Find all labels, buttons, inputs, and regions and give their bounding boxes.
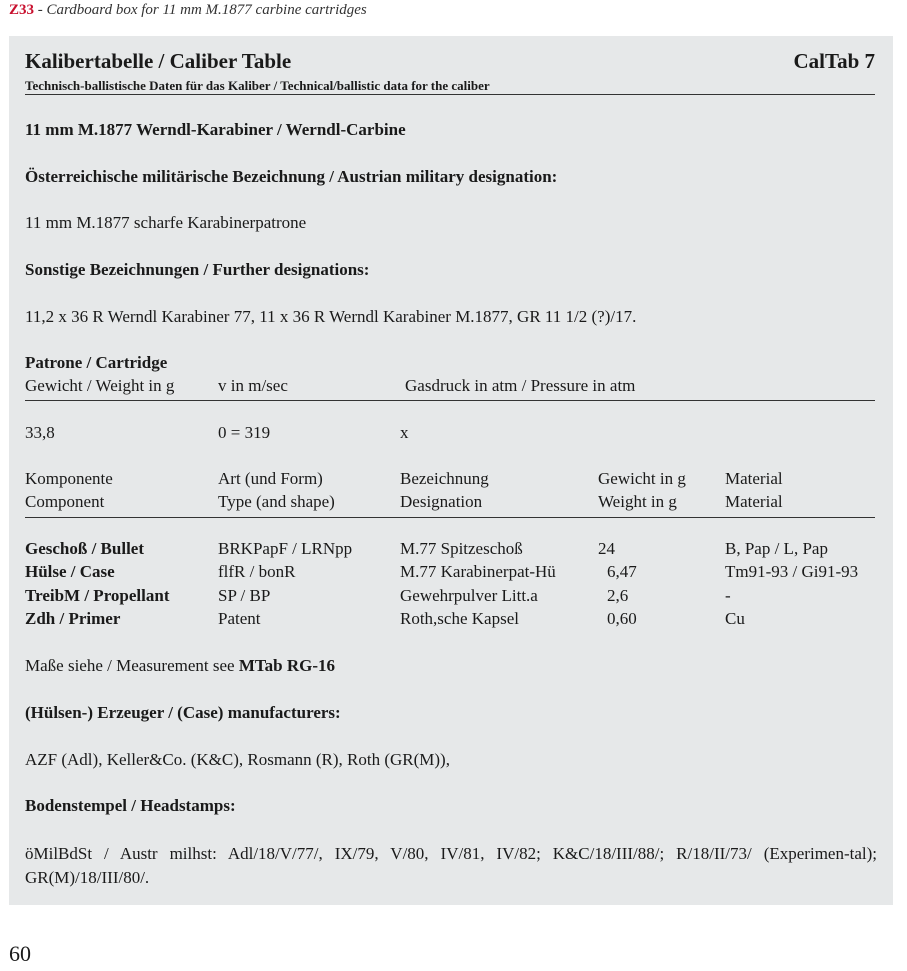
- further-label: Sonstige Bezeichnungen / Further designations:: [25, 260, 370, 279]
- row-primer-component: Zdh / Primer: [25, 609, 121, 628]
- row-primer-type: Patent: [218, 609, 261, 628]
- measurement-ref: MTab RG-16: [238, 656, 336, 675]
- table-subtitle: Technisch-ballistische Daten für das Kaliber / Technical/ballistic data for the caliber: [25, 78, 490, 93]
- comp-header-en-designation: Designation: [400, 492, 483, 511]
- cartridge-weight: 33,8: [25, 423, 55, 442]
- comp-header-en-type: Type (and shape): [218, 492, 335, 511]
- row-bullet-type: BRKPapF / LRNpp: [218, 539, 353, 558]
- row-primer-material: Cu: [725, 609, 745, 628]
- manufacturers-value: AZF (Adl), Keller&Co. (K&C), Rosmann (R), Roth (GR(M)),: [25, 750, 450, 769]
- cartridge-header-weight: Gewicht / Weight in g: [25, 376, 175, 395]
- row-propellant-type: SP / BP: [218, 586, 271, 605]
- row-bullet-weight: 24: [598, 539, 615, 558]
- caliber-table-panel: [9, 36, 893, 905]
- comp-header-de-weight: Gewicht in g: [598, 469, 686, 488]
- comp-header-en-component: Component: [25, 492, 105, 511]
- measurement-line: [25, 656, 335, 676]
- row-propellant-material: -: [725, 586, 731, 605]
- row-primer-designation: Roth,sche Kapsel: [400, 609, 519, 628]
- page-number: 60: [9, 941, 31, 966]
- military-value: 11 mm M.1877 scharfe Karabinerpatrone: [25, 213, 307, 232]
- row-bullet-designation: M.77 Spitzeschoß: [400, 539, 523, 558]
- header-code: Z33: [9, 2, 35, 18]
- headstamps-label: Bodenstempel / Headstamps:: [25, 796, 236, 815]
- manufacturers-label: (Hülsen-) Erzeuger / (Case) manufacturers:: [25, 703, 341, 722]
- comp-header-de-type: Art (und Form): [218, 469, 323, 488]
- row-case-type: flfR / bonR: [218, 562, 296, 581]
- comp-header-de-designation: Bezeichnung: [400, 469, 489, 488]
- comp-header-de-component: Komponente: [25, 469, 113, 488]
- cartridge-label: Patrone / Cartridge: [25, 353, 168, 372]
- further-value: 11,2 x 36 R Werndl Karabiner 77, 11 x 36 R Werndl Karabiner M.1877, GR 11 1/2 (?)/17.: [25, 307, 637, 326]
- table-id: CalTab 7: [793, 49, 875, 73]
- title-rule: [25, 94, 875, 95]
- cartridge-header-pressure: Gasdruck in atm / Pressure in atm: [405, 376, 636, 395]
- page-header: [9, 2, 367, 19]
- components-rule: [25, 517, 875, 518]
- comp-header-de-material: Material: [725, 469, 783, 488]
- header-description: Cardboard box for 11 mm M.1877 carbine cartridges: [46, 2, 367, 18]
- comp-header-en-weight: Weight in g: [598, 492, 677, 511]
- row-primer-weight: 0,60: [607, 609, 637, 628]
- cartridge-velocity: 0 = 319: [218, 423, 271, 442]
- row-case-material: Tm91-93 / Gi91-93: [725, 562, 859, 581]
- military-label: Österreichische militärische Bezeichnung / Austrian military designation:: [25, 167, 558, 186]
- cartridge-rule: [25, 400, 875, 401]
- row-case-designation: M.77 Karabinerpat-Hü: [400, 562, 556, 581]
- row-propellant-designation: Gewehrpulver Litt.a: [400, 586, 538, 605]
- caliber-name: 11 mm M.1877 Werndl-Karabiner / Werndl-Carbine: [25, 120, 406, 139]
- row-propellant-weight: 2,6: [607, 586, 629, 605]
- cartridge-pressure: x: [400, 423, 409, 442]
- comp-header-en-material: Material: [725, 492, 783, 511]
- row-bullet-material: B, Pap / L, Pap: [725, 539, 828, 558]
- table-title: Kalibertabelle / Caliber Table: [25, 49, 292, 73]
- header-separator: -: [34, 2, 47, 18]
- measurement-text: Maße siehe / Measurement see: [25, 656, 239, 675]
- cartridge-header-velocity: v in m/sec: [218, 376, 288, 395]
- row-bullet-component: Geschoß / Bullet: [25, 539, 145, 558]
- row-case-weight: 6,47: [607, 562, 637, 581]
- headstamps-value: öMilBdSt / Austr milhst: Adl/18/V/77/, IX/79, V/80, IV/81, IV/82; K&C/18/III/88/; R/18/II/73/ (Experimen-tal); GR(M)/18/III/80/.: [25, 844, 877, 887]
- row-propellant-component: TreibM / Propellant: [25, 586, 170, 605]
- row-case-component: Hülse / Case: [25, 562, 115, 581]
